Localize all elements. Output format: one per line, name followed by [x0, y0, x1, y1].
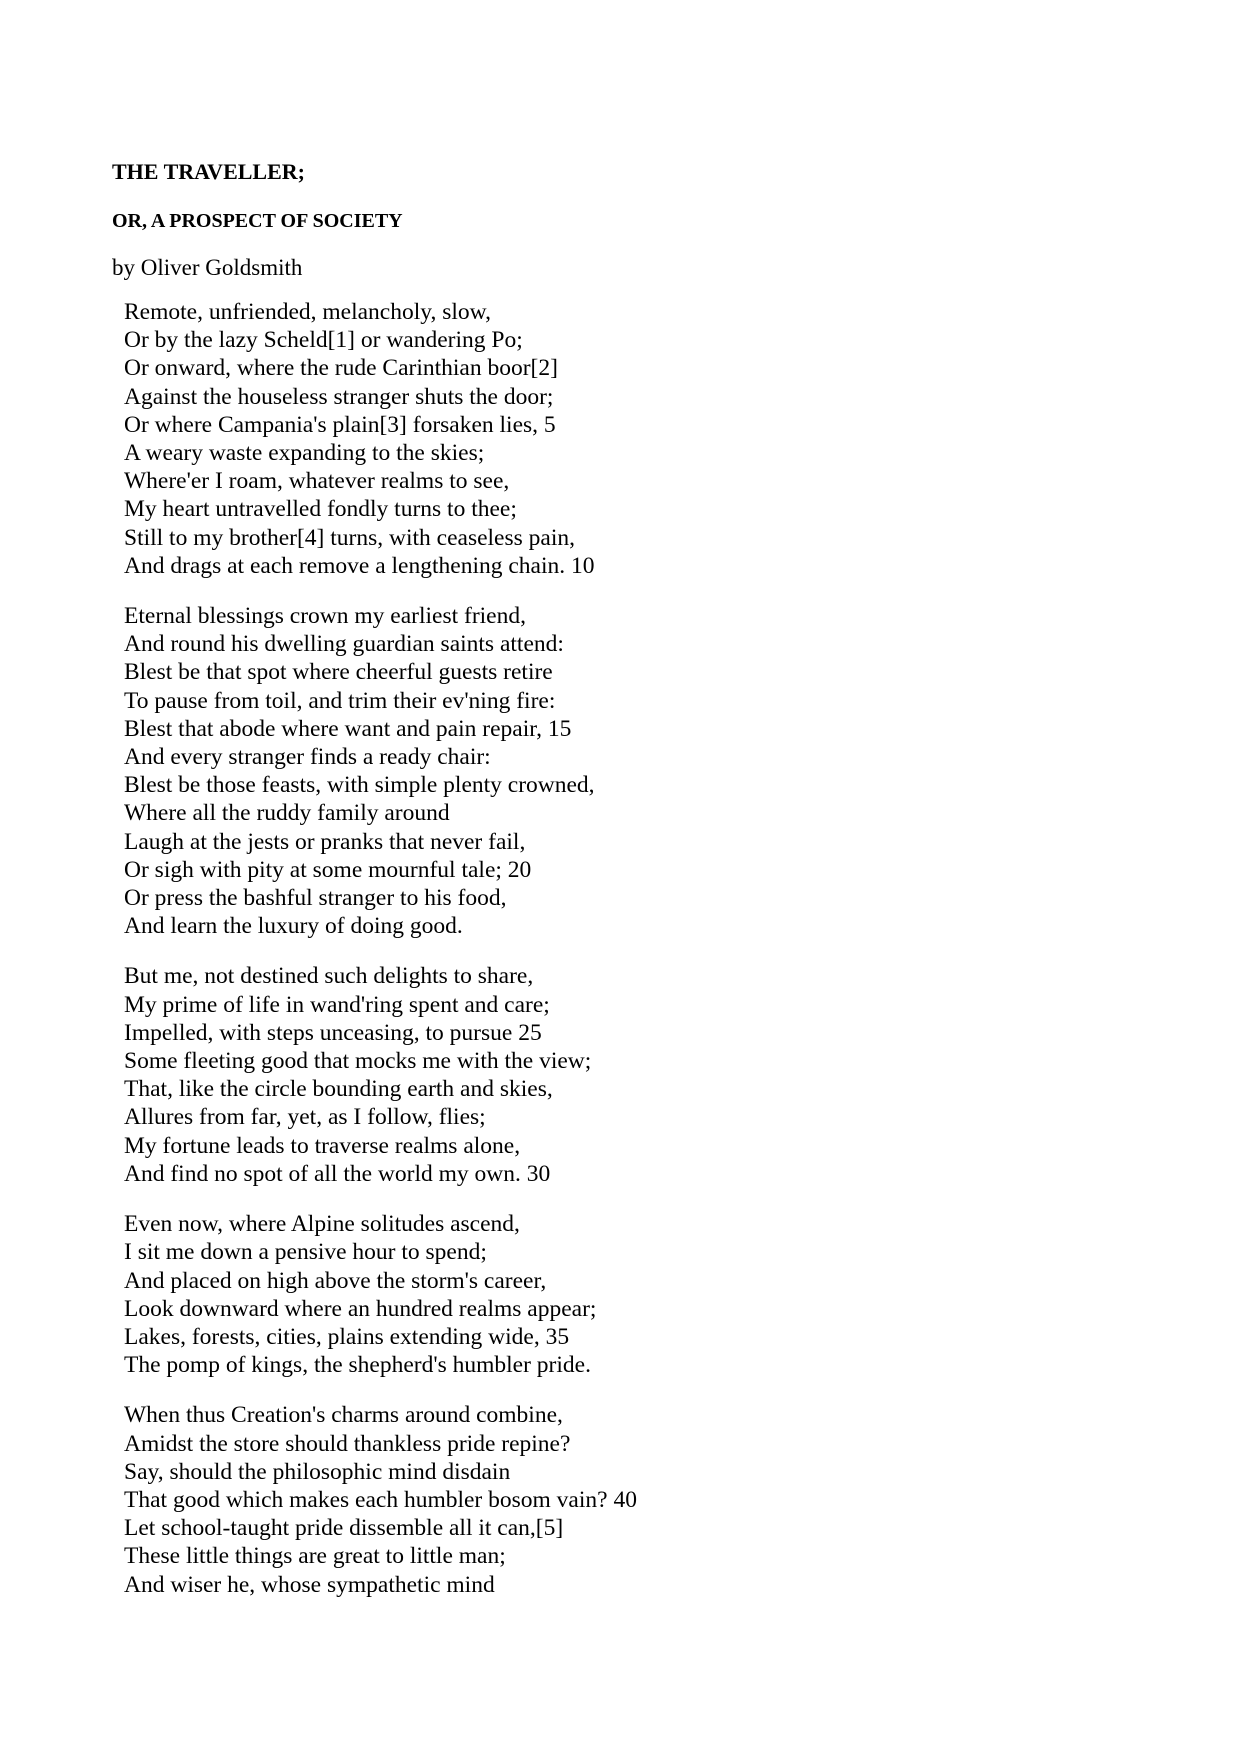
stanza-3 — [124, 962, 1172, 1188]
poem-line: A weary waste expanding to the skies; — [124, 440, 485, 467]
poem-line: Or press the bashful stranger to his food, — [124, 885, 507, 912]
poem-line: Impelled, with steps unceasing, to pursue 25 — [124, 1019, 542, 1046]
poem-line: Blest be those feasts, with simple plenty crowned, — [124, 772, 595, 799]
poem-line: I sit me down a pensive hour to spend; — [124, 1239, 487, 1266]
stanza-2 — [124, 602, 1172, 940]
poem-line: Blest that abode where want and pain repair, 15 — [124, 715, 572, 742]
document-subtitle: OR, A PROSPECT OF SOCIETY — [112, 210, 403, 232]
poem-line: Let school-taught pride dissemble all it can,[5] — [124, 1515, 564, 1542]
poem-line: Against the houseless stranger shuts the door; — [124, 383, 554, 410]
poem-line: Or onward, where the rude Carinthian boor[2] — [124, 355, 558, 382]
poem-line: Eternal blessings crown my earliest friend, — [124, 603, 526, 630]
poem-line: And wiser he, whose sympathetic mind — [124, 1571, 495, 1598]
stanza-4 — [124, 1210, 1172, 1379]
stanza-5 — [124, 1401, 1172, 1598]
poem-line: The pomp of kings, the shepherd's humbler pride. — [124, 1352, 591, 1379]
poem-line: Even now, where Alpine solitudes ascend, — [124, 1211, 520, 1238]
poem-line: And drags at each remove a lengthening chain. 10 — [124, 552, 595, 579]
document-page — [112, 158, 1172, 1621]
poem-line: These little things are great to little man; — [124, 1543, 506, 1570]
poem-line: Amidst the store should thankless pride repine? — [124, 1430, 571, 1457]
poem-line: My prime of life in wand'ring spent and care; — [124, 991, 550, 1018]
poem-line: My heart untravelled fondly turns to thee; — [124, 496, 517, 523]
poem-line: Say, should the philosophic mind disdain — [124, 1458, 511, 1485]
stanza-1 — [124, 298, 1172, 580]
poem-line: Some fleeting good that mocks me with the view; — [124, 1048, 592, 1075]
poem-line: And round his dwelling guardian saints attend: — [124, 631, 564, 658]
poem-line: And learn the luxury of doing good. — [124, 913, 463, 940]
poem-line: Still to my brother[4] turns, with ceaseless pain, — [124, 524, 575, 551]
poem-line: Or by the lazy Scheld[1] or wandering Po; — [124, 327, 523, 354]
poem-line: And find no spot of all the world my own. 30 — [124, 1160, 551, 1187]
poem-body — [124, 298, 1172, 1599]
poem-line: Where all the ruddy family around — [124, 800, 450, 827]
poem-line: And placed on high above the storm's career, — [124, 1267, 547, 1294]
poem-line: Laugh at the jests or pranks that never fail, — [124, 828, 526, 855]
poem-line: That, like the circle bounding earth and skies, — [124, 1076, 553, 1103]
poem-line: Lakes, forests, cities, plains extending wide, 35 — [124, 1323, 570, 1350]
document-title: THE TRAVELLER; — [112, 159, 305, 184]
poem-line: Remote, unfriended, melancholy, slow, — [124, 299, 491, 325]
poem-line: But me, not destined such delights to share, — [124, 963, 534, 990]
poem-line: Or sigh with pity at some mournful tale; 20 — [124, 856, 532, 883]
author-byline: by Oliver Goldsmith — [112, 255, 303, 280]
poem-line: Look downward where an hundred realms appear; — [124, 1295, 597, 1322]
poem-line: My fortune leads to traverse realms alone, — [124, 1132, 521, 1159]
poem-line: Blest be that spot where cheerful guests retire — [124, 659, 553, 686]
poem-line: To pause from toil, and trim their ev'ning fire: — [124, 687, 556, 714]
poem-line: That good which makes each humbler bosom vain? 40 — [124, 1486, 637, 1513]
poem-line: Or where Campania's plain[3] forsaken lies, 5 — [124, 411, 556, 438]
poem-line: And every stranger finds a ready chair: — [124, 744, 491, 771]
poem-line: When thus Creation's charms around combine, — [124, 1402, 563, 1429]
poem-line: Allures from far, yet, as I follow, flies; — [124, 1104, 486, 1131]
poem-line: Where'er I roam, whatever realms to see, — [124, 468, 510, 495]
